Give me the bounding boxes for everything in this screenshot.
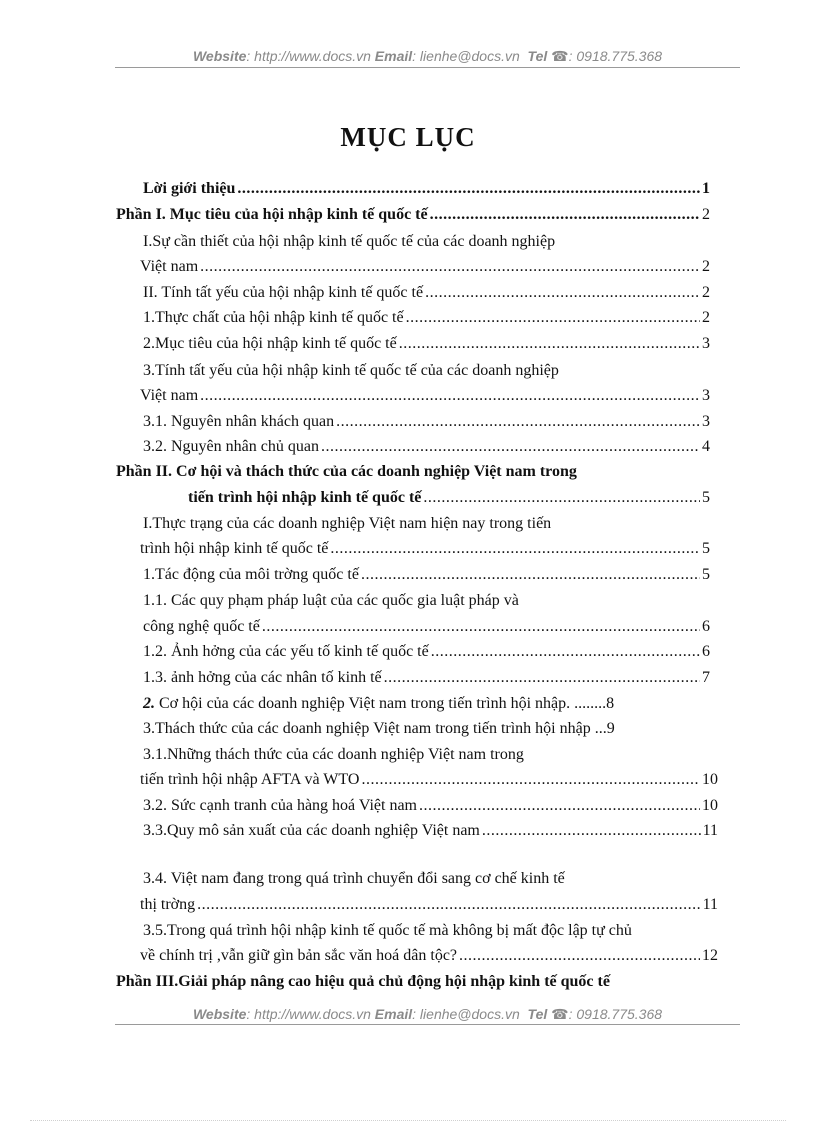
toc-leader [430,206,700,224]
toc-entry-text: 3.2. Nguyên nhân chủ quan [143,438,319,455]
phone-icon: ☎ [551,1006,569,1022]
toc-entry [143,669,710,691]
toc-entry [140,540,710,562]
toc-entry-page: 7 [702,669,710,686]
toc-entry-text: 3.3.Quy mô sản xuất của các doanh nghiệp Việt nam [143,822,480,839]
toc-leader [200,387,700,405]
toc-entry-page: 2 [702,206,710,223]
toc-leader [406,309,700,327]
toc-entry [140,771,718,793]
email-label: Email [374,1006,413,1022]
toc-leader [361,771,700,789]
website-label: Website [192,1006,247,1022]
toc-entry [143,413,710,435]
toc-entry [188,489,710,511]
toc-entry [143,335,710,357]
toc-entry-text: 1.2. Ảnh hởng của các yếu tố kinh tế quốc tế [143,643,429,660]
toc-entry-text: 3.1.Những thách thức của các doanh nghiệp Việt nam trong [143,746,524,763]
toc-entry-page: 1 [702,180,710,197]
page-footer [115,1006,740,1023]
toc-entry-text: tiến trình hội nhập kinh tế quốc tế [188,489,422,506]
tel-label: Tel [527,1006,548,1022]
toc-entry-page: 2 [702,284,710,301]
toc-leader [431,643,700,661]
toc-entry-text: công nghệ quốc tế [143,618,260,635]
toc-entry [140,258,710,280]
toc-entry [143,566,710,588]
toc-entry [143,643,710,665]
toc-entry-text: Phần III.Giải pháp nâng cao hiệu quả chủ động hội nhập kinh tế quốc tế [116,973,610,990]
toc-entry-page: 6 [702,643,710,660]
toc-leader [419,797,700,815]
tel-value: : 0918.775.368 [568,48,663,64]
toc-entry-text: Việt nam [140,258,199,275]
toc-entry-text: 3.5.Trong quá trình hội nhập kinh tế quốc tế mà không bị mất độc lập tự chủ [143,922,632,939]
toc-entry-text: Phần II. Cơ hội và thách thức của các doanh nghiệp Việt nam trong [116,463,577,480]
toc-entry-text: trình hội nhập kinh tế quốc tế [140,540,329,557]
toc-leader [384,669,700,687]
toc-entry-text: tiến trình hội nhập AFTA và WTO [140,771,360,788]
toc-leader [330,540,700,558]
toc-entry-page: 3 [702,387,710,404]
toc-leader [459,947,700,965]
toc-entry-text: 1.Thực chất của hội nhập kinh tế quốc tế [143,309,404,326]
header-rule [115,67,740,68]
website-value: : http://www.docs.vn [246,1006,371,1022]
toc-entry [143,695,614,713]
email-label: Email [374,48,413,64]
page-title: MỤC LỤC [340,122,476,152]
toc-entry [143,180,710,202]
toc-entry-page: 10 [702,797,718,814]
toc-entry-text: Việt nam [140,387,199,404]
toc-entry [143,822,718,844]
toc-entry [140,947,718,969]
toc-entry-text: I.Thực trạng của các doanh nghiệp Việt nam hiện nay trong tiến [143,515,552,532]
toc-entry-text: Lời giới thiệu [143,180,236,197]
email-value: : lienhe@docs.vn [412,1006,520,1022]
toc-entry [116,206,710,228]
toc-entry-text: thị trờng [140,896,196,913]
toc-entry-page: 2 [702,309,710,326]
tel-label: Tel [527,48,548,64]
toc-leader [423,489,700,507]
toc-leader [482,822,701,840]
toc-entry-page: 3 [702,335,710,352]
tel-value: : 0918.775.368 [568,1006,663,1022]
toc-entry-text: 2.Mục tiêu của hội nhập kinh tế quốc tế [143,335,397,352]
toc-leader [425,284,700,302]
toc-entry-page: 3 [702,413,710,430]
toc-leader [197,896,700,914]
toc-entry-text: 3.Tính tất yếu của hội nhập kinh tế quốc tế của các doanh nghiệp [143,362,559,379]
toc-entry-text: 3.4. Việt nam đang trong quá trình chuyển đổi sang cơ chế kinh tế [143,870,565,887]
toc-entry [143,618,710,640]
toc-entry-page: 12 [702,947,718,964]
toc-entry [143,438,710,460]
toc-entry-page: 11 [702,896,718,913]
toc-entry-text: 3.1. Nguyên nhân khách quan [143,413,335,430]
toc-leader [200,258,700,276]
footer-rule [115,1024,740,1025]
toc-entry-page: 2 [702,258,710,275]
page-header [115,48,740,65]
toc-entry-text: 1.1. Các quy phạm pháp luật của các quốc gia luật pháp và [143,592,519,609]
toc-leader [361,566,700,584]
website-value: : http://www.docs.vn [246,48,371,64]
toc-entry-text: II. Tính tất yếu của hội nhập kinh tế quốc tế [143,284,424,301]
website-label: Website [192,48,247,64]
toc-entry-text: Cơ hội của các doanh nghiệp Việt nam trong tiến trình hội nhập. ........8 [155,695,615,712]
toc-entry-text: về chính trị ,vẫn giữ gìn bản sắc văn hoá dân tộc? [140,947,458,964]
toc-entry-text: 3.2. Sức cạnh tranh của hàng hoá Việt nam [143,797,417,814]
page-edge-divider [30,1120,786,1121]
toc-entry-text: 1.3. ảnh hởng của các nhân tố kinh tế [143,669,382,686]
toc-leader [321,438,700,456]
toc-entry [143,797,718,819]
email-value: : lienhe@docs.vn [412,48,520,64]
phone-icon: ☎ [551,48,569,64]
toc-entry-page: 5 [702,489,710,506]
toc-entry-page: 5 [702,540,710,557]
toc-entry-page: 4 [702,438,710,455]
toc-leader [399,335,700,353]
toc-entry-text: Phần I. Mục tiêu của hội nhập kinh tế quốc tế [116,206,428,223]
toc-leader [262,618,700,636]
toc-leader [336,413,700,431]
toc-entry-page: 5 [702,566,710,583]
toc-entry-text: 3.Thách thức của các doanh nghiệp Việt nam trong tiến trình hội nhập ...9 [143,720,615,737]
toc-entry [143,284,710,306]
toc-entry-text: I.Sự cần thiết của hội nhập kinh tế quốc tế của các doanh nghiệp [143,233,556,250]
toc-entry-number: 2. [143,695,155,712]
toc-entry-page: 10 [702,771,718,788]
toc-entry [140,896,718,918]
toc-entry [143,309,710,331]
toc-entry-page: 11 [702,822,718,839]
toc-entry-text: 1.Tác động của môi trờng quốc tế [143,566,359,583]
toc-entry-page: 6 [702,618,710,635]
toc-entry [140,387,710,409]
toc-leader [237,180,700,198]
